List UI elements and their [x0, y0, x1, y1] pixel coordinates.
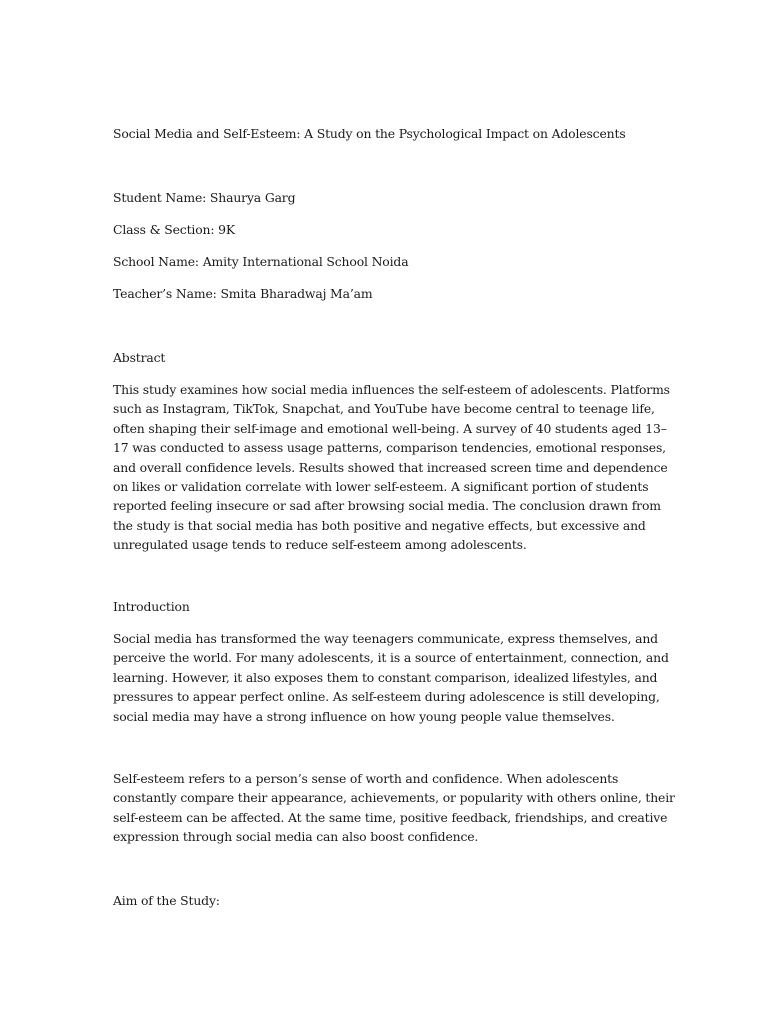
introduction-paragraph-2: [113, 769, 675, 847]
teacher-name: Teacher’s Name: Smita Bharadwaj Ma’am: [113, 286, 373, 301]
introduction-line: Self-esteem refers to a person’s sense of worth and confidence. When adolescents: [113, 771, 619, 786]
introduction-paragraph-1: [113, 629, 669, 726]
introduction-line: perceive the world. For many adolescents, it is a source of entertainment, connection, and: [113, 650, 669, 666]
school-name: School Name: Amity International School Noida: [113, 254, 409, 269]
introduction-line: pressures to appear perfect online. As self-esteem during adolescence is still developing,: [113, 689, 660, 705]
abstract-line: and overall confidence levels. Results showed that increased screen time and dependence: [113, 459, 668, 475]
document-title: Social Media and Self-Esteem: A Study on the Psychological Impact on Adolescents: [113, 126, 626, 141]
introduction-line: Social media has transformed the way teenagers communicate, express themselves, and: [113, 631, 658, 646]
student-name: Student Name: Shaurya Garg: [113, 190, 296, 205]
introduction-line: self-esteem can be affected. At the same time, positive feedback, friendships, and creative: [113, 809, 668, 825]
abstract-line: reported feeling insecure or sad after browsing social media. The conclusion drawn from: [113, 498, 661, 514]
introduction-line: constantly compare their appearance, achievements, or popularity with others online, their: [113, 790, 675, 806]
abstract-line: 17 was conducted to assess usage patterns, comparison tendencies, emotional responses,: [113, 440, 666, 456]
abstract-line: This study examines how social media influences the self-esteem of adolescents. Platforms: [113, 382, 670, 397]
introduction-line: learning. However, it also exposes them to constant comparison, idealized lifestyles, and: [113, 669, 658, 685]
introduction-heading: Introduction: [113, 599, 190, 614]
aim-heading: Aim of the Study:: [113, 893, 220, 908]
class-section: Class & Section: 9K: [113, 222, 236, 237]
introduction-line: expression through social media can also boost confidence.: [113, 829, 479, 845]
abstract-line: the study is that social media has both positive and negative effects, but excessive and: [113, 517, 646, 533]
abstract-line: often shaping their self-image and emotional well-being. A survey of 40 students aged 13–: [113, 420, 667, 436]
abstract-heading: Abstract: [113, 350, 166, 365]
abstract-line: on likes or validation correlate with lower self-esteem. A significant portion of students: [113, 479, 649, 495]
abstract-line: unregulated usage tends to reduce self-esteem among adolescents.: [113, 537, 527, 553]
abstract-line: such as Instagram, TikTok, Snapchat, and YouTube have become central to teenage life,: [113, 401, 655, 417]
abstract-paragraph: [113, 380, 670, 555]
introduction-line: social media may have a strong influence on how young people value themselves.: [113, 708, 615, 724]
